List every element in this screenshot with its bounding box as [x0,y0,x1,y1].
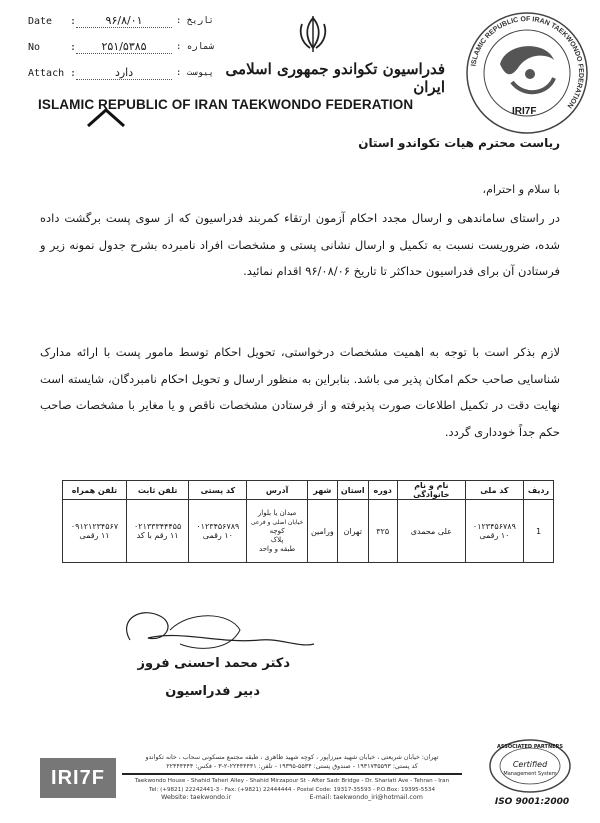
iso-label: ISO 9001:2000 [494,797,570,807]
footer-contact [122,754,462,803]
col-header: دوره [368,481,397,500]
footer-address-fa: تهران: خیابان شریعتی ، خیابان شهید میرزاپور ، کوچه شهید طاهری ، طبقه مجتمع مسکونی سحاب ، خانه تکواندو [145,754,439,761]
cell-name: علی محمدی [397,500,465,563]
cell-address [247,500,307,563]
postal-code-note: ۱۰ رقمی [202,531,233,540]
cell-national-code [465,500,523,563]
date-value: ۹۶/۸/۰۱ [76,14,172,28]
cell-province: تهران [338,500,369,563]
cell-mobile [63,500,127,563]
national-code-value: ۰۱۲۳۴۵۶۷۸۹ [472,522,516,531]
recipient: ریاست محترم هیات تکواندو استان [358,136,560,150]
col-header: کد ملی [465,481,523,500]
cell-postal-code [189,500,247,563]
date-label-en: Date [28,15,53,27]
col-header: ردیف [524,481,554,500]
footer-logo: IRI7F [40,758,116,798]
paragraph-2: لازم بذکر است با توجه به اهمیت مشخصات درخواستی، تحویل احکام توسط مامور پست با ارائه مدارک شناسایی صاحب حکم امکان پذیر می باشد. بنابراین به منظور ارسال و تحویل احکام نامبردگان، شایسته است نهایت دقت در تکمیل اطلاعات صورت پذیرفته و از فرستادن مشخصات ناقص و یا مغایر با مشخصات صاحب حکم جداً خودداری گردد. [40,345,560,439]
attach-label-fa: پیوست : [176,68,214,78]
chevron-mark-icon [86,108,126,128]
address-line: خیابان اصلی و فرعی [250,518,304,526]
attach-value: دارد [76,66,172,80]
footer-postal-en: Tel: (+9821) 22242441-3 - Fax: (+9821) 22444444 - Postal Code: 19317-35593 - P.O.Box: 19395-5534 [149,786,435,793]
cert-top: ASSOCIATED PARTNERS [497,744,563,750]
cell-index: 1 [524,500,554,563]
col-header: استان [338,481,369,500]
col-header: نام و نام خانوادگی [397,481,465,500]
table-header-row [63,481,554,500]
federation-logo [462,8,592,138]
greeting: با سلام و احترام، [482,183,560,196]
footer-website: Website: taekwondo.ir [161,794,232,801]
address-line: طبقه و واحد [259,544,296,553]
cell-city: ورامین [307,500,337,563]
cert-low: Management System [503,771,557,777]
footer-email: E-mail: taekwondo_iri@hotmail.com [309,794,423,801]
col-header: آدرس [247,481,307,500]
signatory-name: دکتر محمد احسنی فروز [137,656,290,671]
mobile-value: ۰۹۱۲۱۲۳۴۵۶۷ [70,522,119,531]
number-value: ۲۵۱/۵۳۸۵ [76,40,172,54]
number-label-en: No [28,41,41,53]
sample-table [62,480,554,563]
landline-note: ۱۱ رقم با کد [136,531,179,540]
signatory-title: دبیر فدراسیون [165,684,260,699]
address-line: پلاک [270,535,284,544]
paragraph-1: در راستای ساماندهی و ارسال مجدد احکام آزمون ارتقاء کمربند فدراسیون که از سوی پست برگشت داده شده، ضروریست نسبت به تکمیل و ارسال نشانی پستی و مشخصات افراد نامبرده بشرح جدول نمونه زیر و فرستادن آن برای فدراسیون حداکثر تا تاریخ ۹۶/۰۸/۰۶ اقدام نمائید. [40,211,560,278]
postal-code-value: ۰۱۲۳۴۵۶۷۸۹ [196,522,240,531]
col-header: تلفن همراه [63,481,127,500]
footer-postal-fa: کد پستی: ۱۹۳۱۷۳۵۵۹۳ - صندوق پستی: ۵۵۳۴-۱۹۳۹۵ - تلفن: ۲۲۴۴۴۴۴۱-۲-۳ - فکس: ۲۲۴۴۴۴۴۴ [166,762,418,770]
col-header: تلفن ثابت [126,481,188,500]
cert-mid: Certified [512,760,548,769]
mobile-note: ۱۱ رقمی [79,531,110,540]
logo-ring-text: ISLAMIC REPUBLIC OF IRAN TAEKWONDO FEDERATION [470,15,585,110]
iran-emblem-icon [296,14,330,54]
certification-seal-icon [488,738,572,794]
number-label-fa: شماره : [176,42,214,52]
logo-short: IRI7F [512,106,537,117]
attach-field: Attach : دارد پیوست : [28,66,214,79]
col-header: شهر [307,481,337,500]
address-line: کوچه [269,526,285,535]
federation-title-fa: فدراسیون تکواندو جمهوری اسلامی ایران [225,60,445,96]
number-field: No : ۲۵۱/۵۳۸۵ شماره : [28,40,214,53]
date-label-fa: تاریخ : [176,16,214,26]
national-code-note: ۱۰ رقمی [479,531,510,540]
attach-label-en: Attach [28,67,65,79]
footer-address-en: Taekwondo House - Shahid Taheri Alley - Shahid Mirzapour St - After Sadr Bridge - Dr. Shariati Ave - Tehran - Iran [134,778,450,784]
table-row [63,500,554,563]
landline-value: ۰۲۱۳۳۳۴۴۴۵۵ [133,522,182,531]
address-line: میدان یا بلوار [257,508,297,517]
date-field: Date : ۹۶/۸/۰۱ تاریخ : [28,14,214,27]
federation-title-en: ISLAMIC REPUBLIC OF IRAN TAEKWONDO FEDERATION [38,97,414,112]
col-header: کد پستی [189,481,247,500]
cell-period: ۳۲۵ [368,500,397,563]
cell-landline [126,500,188,563]
